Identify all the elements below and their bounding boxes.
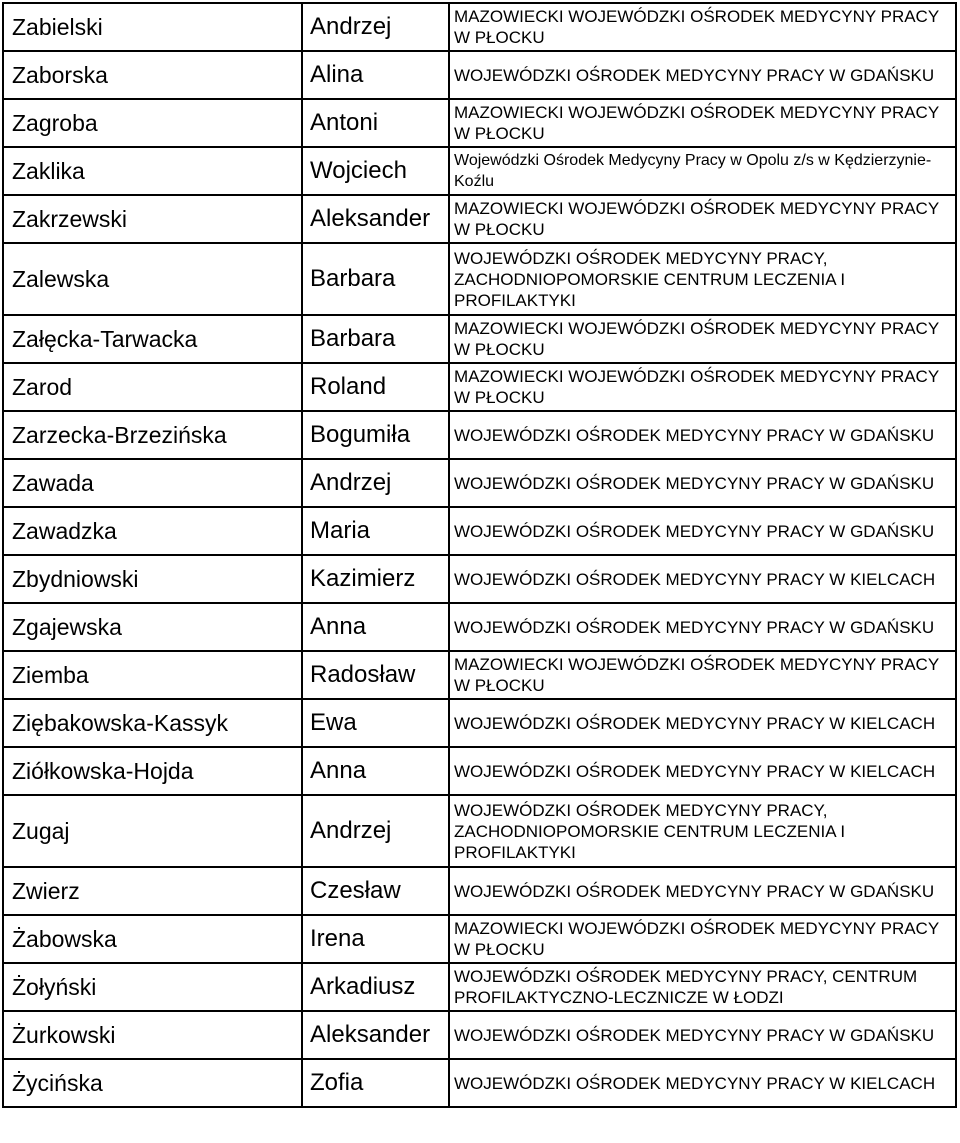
table-row	[3, 795, 956, 867]
institution-cell: MAZOWIECKI WOJEWÓDZKI OŚRODEK MEDYCYNY PRACY W PŁOCKU	[449, 651, 956, 699]
institution-cell: WOJEWÓDZKI OŚRODEK MEDYCYNY PRACY W GDAŃSKU	[449, 507, 956, 555]
table-row	[3, 963, 956, 1011]
surname-cell: Żabowska	[3, 915, 302, 963]
table-row	[3, 147, 956, 195]
institution-cell: Wojewódzki Ośrodek Medycyny Pracy w Opolu z/s w Kędzierzynie-Koźlu	[449, 147, 956, 195]
first-name-cell: Radosław	[302, 651, 449, 699]
first-name-cell: Kazimierz	[302, 555, 449, 603]
table-row	[3, 603, 956, 651]
table-row	[3, 1011, 956, 1059]
first-name-cell: Bogumiła	[302, 411, 449, 459]
surname-cell: Zarzecka-Brzezińska	[3, 411, 302, 459]
table-row	[3, 411, 956, 459]
institution-cell: WOJEWÓDZKI OŚRODEK MEDYCYNY PRACY W KIELCACH	[449, 699, 956, 747]
table-row	[3, 915, 956, 963]
table-row	[3, 99, 956, 147]
first-name-cell: Barbara	[302, 315, 449, 363]
surname-cell: Żołyński	[3, 963, 302, 1011]
table-row	[3, 507, 956, 555]
first-name-cell: Andrzej	[302, 795, 449, 867]
surname-cell: Zalewska	[3, 243, 302, 315]
table-row	[3, 555, 956, 603]
first-name-cell: Anna	[302, 747, 449, 795]
surname-cell: Zawada	[3, 459, 302, 507]
first-name-cell: Andrzej	[302, 459, 449, 507]
first-name-cell: Alina	[302, 51, 449, 99]
institution-cell: WOJEWÓDZKI OŚRODEK MEDYCYNY PRACY W GDAŃSKU	[449, 459, 956, 507]
institution-cell: MAZOWIECKI WOJEWÓDZKI OŚRODEK MEDYCYNY PRACY W PŁOCKU	[449, 195, 956, 243]
institution-cell: WOJEWÓDZKI OŚRODEK MEDYCYNY PRACY W GDAŃSKU	[449, 51, 956, 99]
first-name-cell: Zofia	[302, 1059, 449, 1107]
first-name-cell: Anna	[302, 603, 449, 651]
first-name-cell: Roland	[302, 363, 449, 411]
first-name-cell: Arkadiusz	[302, 963, 449, 1011]
surname-cell: Zakrzewski	[3, 195, 302, 243]
first-name-cell: Maria	[302, 507, 449, 555]
surname-cell: Ziębakowska-Kassyk	[3, 699, 302, 747]
physician-table	[2, 2, 957, 1108]
institution-cell: MAZOWIECKI WOJEWÓDZKI OŚRODEK MEDYCYNY PRACY W PŁOCKU	[449, 3, 956, 51]
surname-cell: Życińska	[3, 1059, 302, 1107]
table-row	[3, 315, 956, 363]
first-name-cell: Czesław	[302, 867, 449, 915]
surname-cell: Ziółkowska-Hojda	[3, 747, 302, 795]
surname-cell: Zbydniowski	[3, 555, 302, 603]
institution-cell: WOJEWÓDZKI OŚRODEK MEDYCYNY PRACY, CENTRUM PROFILAKTYCZNO-LECZNICZE W ŁODZI	[449, 963, 956, 1011]
table-row	[3, 243, 956, 315]
surname-cell: Zabielski	[3, 3, 302, 51]
institution-cell: WOJEWÓDZKI OŚRODEK MEDYCYNY PRACY, ZACHODNIOPOMORSKIE CENTRUM LECZENIA I PROFILAKTYKI	[449, 243, 956, 315]
surname-cell: Zgajewska	[3, 603, 302, 651]
institution-cell: WOJEWÓDZKI OŚRODEK MEDYCYNY PRACY W KIELCACH	[449, 555, 956, 603]
table-body	[3, 3, 956, 1107]
surname-cell: Zagroba	[3, 99, 302, 147]
first-name-cell: Antoni	[302, 99, 449, 147]
table-row	[3, 459, 956, 507]
table-row	[3, 195, 956, 243]
table-row	[3, 867, 956, 915]
institution-cell: WOJEWÓDZKI OŚRODEK MEDYCYNY PRACY W KIELCACH	[449, 747, 956, 795]
table-row	[3, 363, 956, 411]
first-name-cell: Wojciech	[302, 147, 449, 195]
institution-cell: MAZOWIECKI WOJEWÓDZKI OŚRODEK MEDYCYNY PRACY W PŁOCKU	[449, 363, 956, 411]
surname-cell: Ziemba	[3, 651, 302, 699]
institution-cell: WOJEWÓDZKI OŚRODEK MEDYCYNY PRACY W GDAŃSKU	[449, 411, 956, 459]
surname-cell: Zaklika	[3, 147, 302, 195]
table-row	[3, 651, 956, 699]
institution-cell: WOJEWÓDZKI OŚRODEK MEDYCYNY PRACY W GDAŃSKU	[449, 1011, 956, 1059]
table-row	[3, 747, 956, 795]
institution-cell: WOJEWÓDZKI OŚRODEK MEDYCYNY PRACY W GDAŃSKU	[449, 867, 956, 915]
surname-cell: Załęcka-Tarwacka	[3, 315, 302, 363]
surname-cell: Zugaj	[3, 795, 302, 867]
surname-cell: Zarod	[3, 363, 302, 411]
table-row	[3, 3, 956, 51]
institution-cell: MAZOWIECKI WOJEWÓDZKI OŚRODEK MEDYCYNY PRACY W PŁOCKU	[449, 915, 956, 963]
first-name-cell: Aleksander	[302, 1011, 449, 1059]
surname-cell: Zawadzka	[3, 507, 302, 555]
first-name-cell: Ewa	[302, 699, 449, 747]
table-row	[3, 699, 956, 747]
table-row	[3, 1059, 956, 1107]
institution-cell: MAZOWIECKI WOJEWÓDZKI OŚRODEK MEDYCYNY PRACY W PŁOCKU	[449, 315, 956, 363]
institution-cell: WOJEWÓDZKI OŚRODEK MEDYCYNY PRACY, ZACHODNIOPOMORSKIE CENTRUM LECZENIA I PROFILAKTYKI	[449, 795, 956, 867]
table-row	[3, 51, 956, 99]
institution-cell: WOJEWÓDZKI OŚRODEK MEDYCYNY PRACY W KIELCACH	[449, 1059, 956, 1107]
first-name-cell: Barbara	[302, 243, 449, 315]
surname-cell: Zwierz	[3, 867, 302, 915]
institution-cell: WOJEWÓDZKI OŚRODEK MEDYCYNY PRACY W GDAŃSKU	[449, 603, 956, 651]
first-name-cell: Aleksander	[302, 195, 449, 243]
surname-cell: Zaborska	[3, 51, 302, 99]
surname-cell: Żurkowski	[3, 1011, 302, 1059]
first-name-cell: Irena	[302, 915, 449, 963]
first-name-cell: Andrzej	[302, 3, 449, 51]
institution-cell: MAZOWIECKI WOJEWÓDZKI OŚRODEK MEDYCYNY PRACY W PŁOCKU	[449, 99, 956, 147]
